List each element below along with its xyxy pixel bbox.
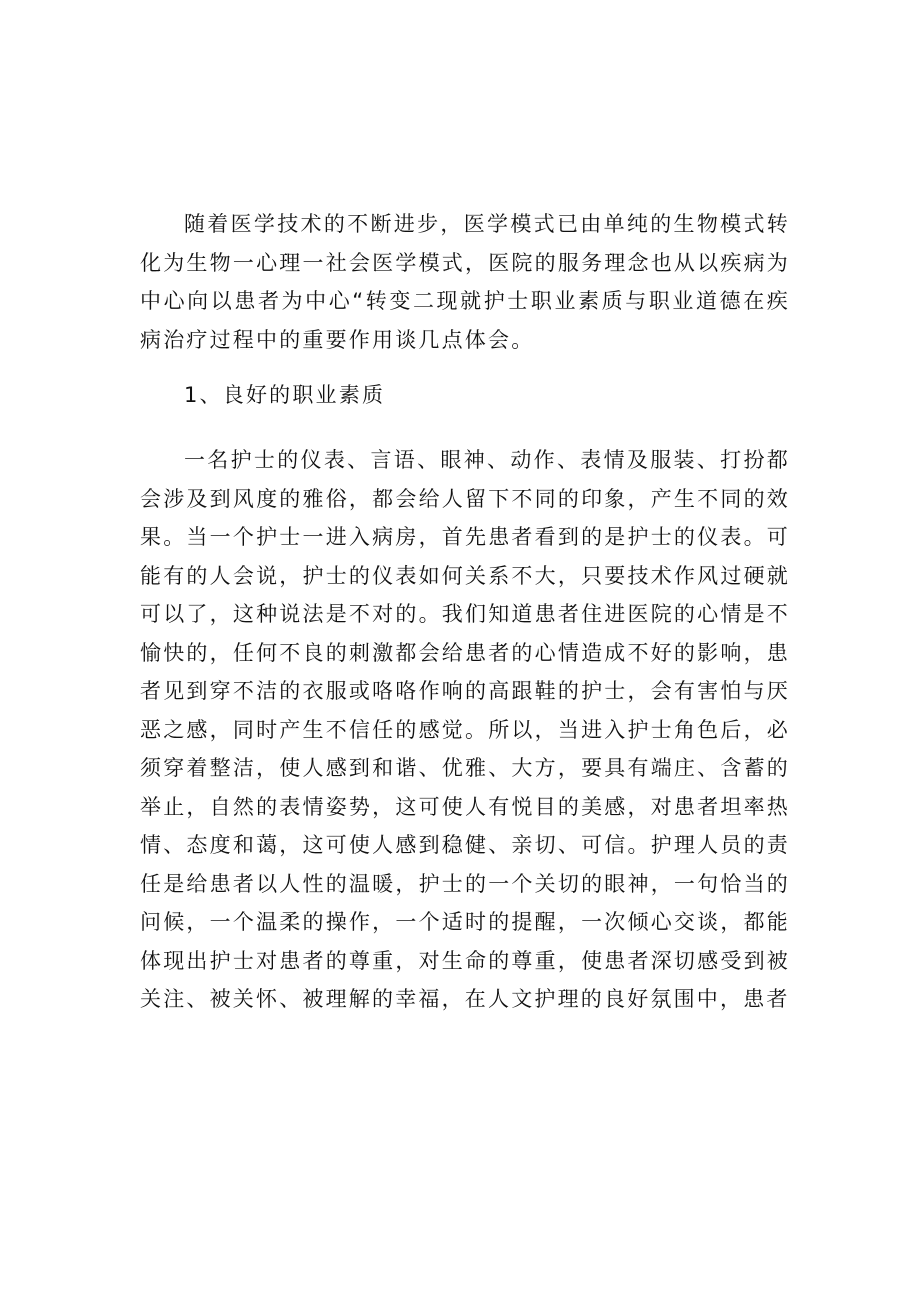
document-body xyxy=(140,205,790,1019)
section-heading: 1、良好的职业素质 xyxy=(184,383,386,407)
intro-paragraph: 随着医学技术的不断进步，医学模式已由单纯的生物模式转化为生物一心理一社会医学模式，医院的服务理念也从以疾病为中心向以患者为中心“转变二现就护士职业素质与职业道德在疾病治疗过程中的重要作用谈几点体会。 xyxy=(140,212,790,352)
section-paragraph: 一名护士的仪表、言语、眼神、动作、表情及服装、打扮都会涉及到风度的雅俗，都会给人留下不同的印象，产生不同的效果。当一个护士一进入病房，首先患者看到的是护士的仪表。可能有的人会说，护士的仪表如何关系不大，只要技术作风过硬就可以了，这种说法是不对的。我们知道患者住进医院的心情是不愉快的，任何不良的刺激都会给患者的心情造成不好的影响，患者见到穿不洁的衣服或咯咯作响的高跟鞋的护士，会有害怕与厌恶之感，同时产生不信任的感觉。所以，当进入护士角色后，必须穿着整洁，使人感到和谐、优雅、大方，要具有端庄、含蓄的举止，自然的表情姿势，这可使人有悦目的美感，对患者坦率热情、态度和蔼，这可使人感到稳健、亲切、可信。护理人员的责任是给患者以人性的温暖，护士的一个关切的眼神，一句恰当的问候，一个温柔的操作，一个适时的提醒，一次倾心交谈，都能体现出护士对患者的尊重，对生命的尊重，使患者深切感受到被关注、被关怀、被理解的幸福，在人文护理的良好氛围中，患者 xyxy=(140,448,790,1011)
